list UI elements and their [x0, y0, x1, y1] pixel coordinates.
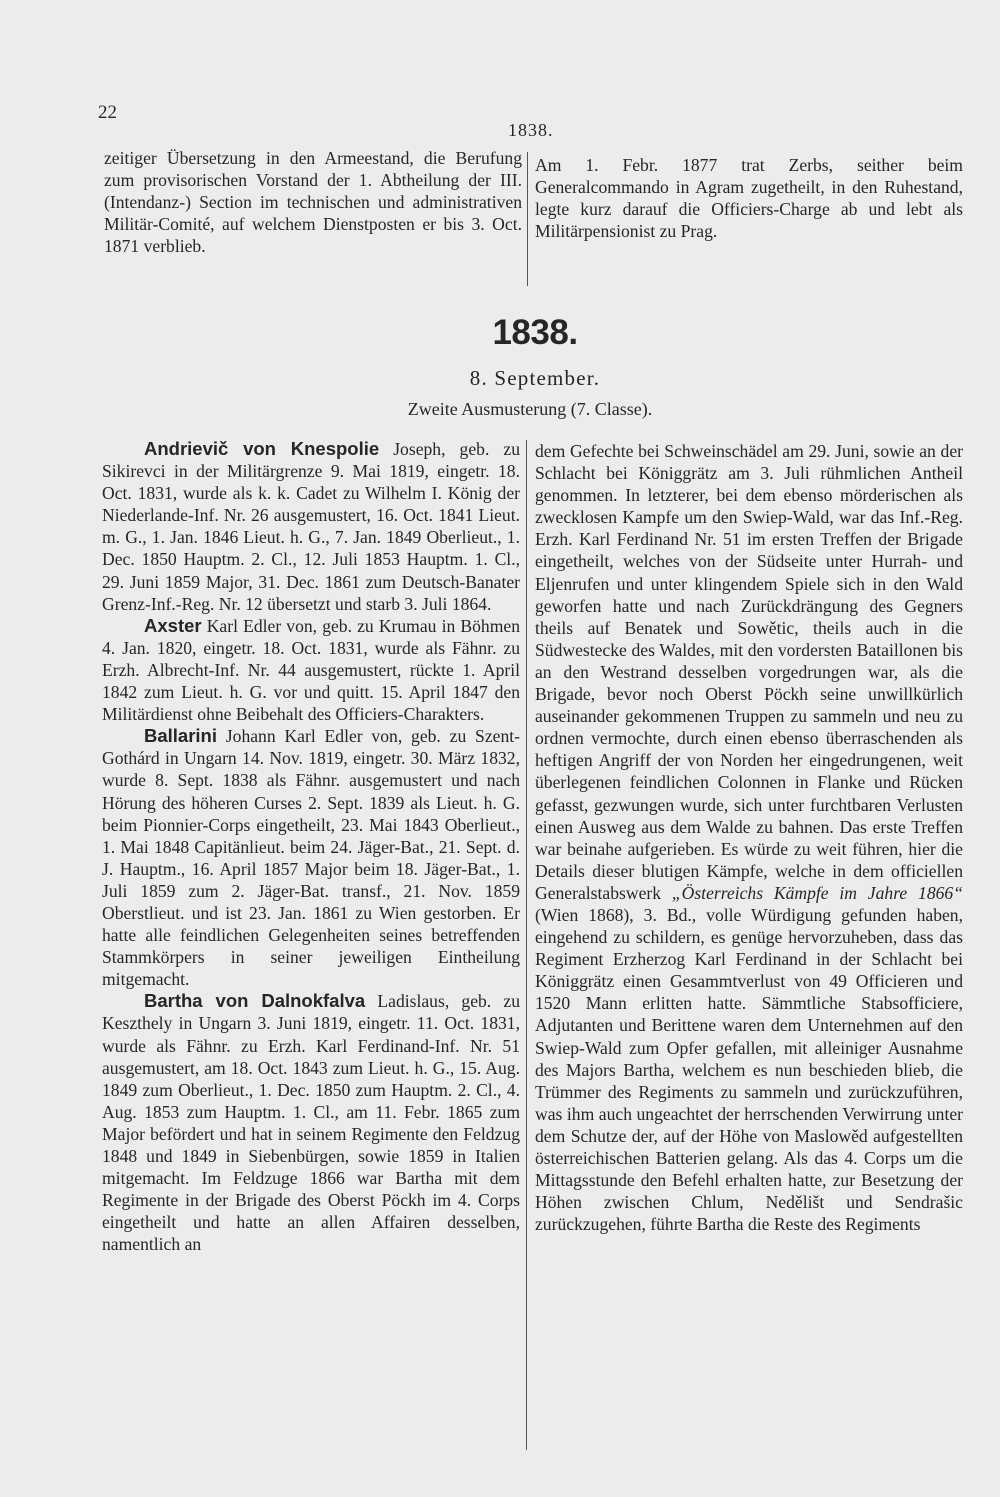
- right-column-text: [535, 440, 963, 1235]
- right-column: [535, 440, 963, 1235]
- person-name: Axster: [144, 614, 202, 636]
- continuation-right-column: [535, 154, 963, 242]
- continuation-text-left: zeitiger Übersetzung in den Armeestand, die Berufung zum provisorischen Vorstand der 1. Abtheilung der III. (Intendanz-) Section im technischen und administrativen Militär-Comité, auf welchem Dienstposten er bis 3. Oct. 1871 verblieb.: [104, 148, 522, 257]
- continuation-left-column: [104, 147, 522, 257]
- column-divider-main: [526, 440, 527, 1450]
- person-name: Andrievič von Knespolie: [144, 438, 380, 459]
- entry-text: Karl Edler von, geb. zu Krumau in Böhmen 4. Jan. 1820, eingetr. 18. Oct. 1831, wurde als Fähnr. zu Erzh. Albrecht-Inf. Nr. 44 ausgemustert, rückte 1. April 1842 zum Lieut. h. G. vor und quitt. 15. April 1847 den Militärdienst ohne Beibehalt des Officiers-Charakters.: [102, 615, 520, 725]
- person-name: Bartha von Dalnokfalva: [144, 990, 366, 1012]
- section-date-heading: 8. September.: [469, 366, 601, 390]
- left-column: [102, 438, 520, 1255]
- running-head: 1838.: [508, 120, 554, 140]
- biography-entry: [102, 615, 520, 725]
- column-divider-top: [527, 152, 528, 286]
- biography-entry: [102, 990, 520, 1255]
- continuation-text-right: Am 1. Febr. 1877 trat Zerbs, seither beim Generalcommando in Agram zugetheilt, in den Ruhestand, legte kurz darauf die Officiers-Charge ab und lebt als Militärpensionist zu Prag.: [535, 155, 963, 242]
- entry-text: Johann Karl Edler von, geb. zu Szent-Gothárd in Ungarn 14. Nov. 1819, eingetr. 30. März 1832, wurde 8. Sept. 1838 als Fähnr. ausgemustert und nach Hörung des höheren Curses 2. Sept. 1839 als Lieut. h. G. beim Pionnier-Corps eingetheilt, 23. Mai 1843 Oberlieut., 1. Mai 1848 Capitänlieut. beim 24. Jäger-Bat., 21. Sept. d. J. Hauptm., 16. April 1857 Major beim 18. Jäger-Bat., 1. Juli 1859 zum 2. Jäger-Bat. transf., 21. Nov. 1859 Oberstlieut. und ist 23. Jan. 1861 zu Wien gestorben. Er hatte alle feindlichen Gelegenheiten seines betreffenden Stammkörpers in seiner jeweiligen Eintheilung mitgemacht.: [102, 726, 520, 990]
- work-title: „Österreichs Kämpfe im Jahre 1866“: [671, 882, 963, 903]
- person-name: Ballarini: [144, 725, 217, 747]
- page-number: 22: [98, 102, 117, 123]
- entry-text: Ladislaus, geb. zu Keszthely in Ungarn 3. Juni 1819, eingetr. 11. Oct. 1831, wurde als Fähnr. zu Erzh. Karl Ferdinand-Inf. Nr. 51 ausgemustert, am 18. Oct. 1843 zum Lieut. h. G., 15. Aug. 1849 zum Oberlieut., 1. Dec. 1850 zum Hauptm. 2. Cl., 4. Aug. 1853 zum Hauptm. 1. Cl., am 11. Febr. 1865 zum Major befördert und hat in seinem Regimente den Feldzug 1848 und 1849 in Siebenbürgen, sowie 1859 in Italien mitgemacht. Im Feldzuge 1866 war Bartha mit dem Regimente in der Brigade des Oberst Pöckh im 4. Corps eingetheilt und hatte an allen Affairen desselben, namentlich an: [102, 991, 520, 1255]
- text-part-1: dem Gefechte bei Schweinschädel am 29. Juni, sowie an der Schlacht bei Königgrätz am 3. Juli rühmlichen Antheil genommen. In letzterer, bei dem ebenso mörderischen als zwecklosen Kampfe um den Swiep-Wald, war das Inf.-Reg. Erzh. Karl Ferdinand Nr. 51 im ersten Treffen der Brigade eingetheilt, welches von der Südseite unter Hurrah- und Eljenrufen und unter klingendem Spiele sich in den Wald geworfen hatte und nach Zurückdrängung des Gegners theils auf Benatek und Sowětic, theils auch in die Südwestecke des Waldes, mit den vordersten Bataillonen bis an den Westrand desselben vorgedrungen war, als die Brigade, bevor noch Oberst Pöckh seine unwillkürlich auseinander gekommenen Truppen zu sammeln und neu zu ordnen vermochte, durch einen ebenso überraschenden als heftigen Angriff der von Norden her eingedrungenen, weit überlegenen feindlichen Colonnen in Flanke und Rücken gefasst, gezwungen wurde, sich unter furchtbaren Verlusten einen Ausweg aus dem Walde zu bahnen. Das erste Treffen war beinahe aufgerieben. Es würde zu weit führen, hier die Details dieser blutigen Kämpfe, welche in dem officiellen Generalstabswerk: [535, 441, 963, 903]
- entry-text: Joseph, geb. zu Sikirevci in der Militärgrenze 9. Mai 1819, eingetr. 18. Oct. 1831, wurde als k. k. Cadet zu Wilhelm I. König der Niederlande-Inf. Nr. 26 ausgemustert, 16. Oct. 1841 Lieut. m. G., 1. Jan. 1846 Lieut. h. G., 7. Jan. 1849 Oberlieut., 1. Dec. 1850 Hauptm. 2. Cl., 12. Juli 1853 Hauptm. 1. Cl., 29. Juni 1859 Major, 31. Dec. 1861 zum Deutsch-Banater Grenz-Inf.-Reg. Nr. 12 übersetzt und starb 3. Juli 1864.: [102, 439, 520, 614]
- section-year-heading: 1838.: [492, 313, 578, 352]
- biography-entry: [102, 438, 520, 615]
- biography-entry: [102, 725, 520, 990]
- text-part-2: (Wien 1868), 3. Bd., volle Würdigung gefunden haben, eingehend zu schildern, es genüge hervorzuheben, dass das Regiment Erzherzog Karl Ferdinand in der Schlacht bei Königgrätz einen Gesammtverlust von 49 Officieren und 1520 Mann erlitten hatte. Sämmtliche Stabsofficiere, Adjutanten und Berittene waren dem Unternehmen auf den Swiep-Wald zum Opfer gefallen, mit alleiniger Ausnahme des Majors Bartha, welchem es nun beschieden blieb, die Trümmer des Regiments zu sammeln und zurückzuführen, was ihm auch ungeachtet der herrschenden Verwirrung unter dem Schutze der, auf der Höhe von Maslowěd aufgestellten österreichischen Batterien gelang. Als das 4. Corps um die Mittagsstunde den Befehl erhalten hatte, zur Besetzung der Höhen zwischen Chlum, Nedělišt und Sendrašic zurückzugehen, führte Bartha die Reste des Regiments: [535, 904, 963, 1235]
- section-subtitle: Zweite Ausmusterung (7. Classe).: [407, 399, 653, 419]
